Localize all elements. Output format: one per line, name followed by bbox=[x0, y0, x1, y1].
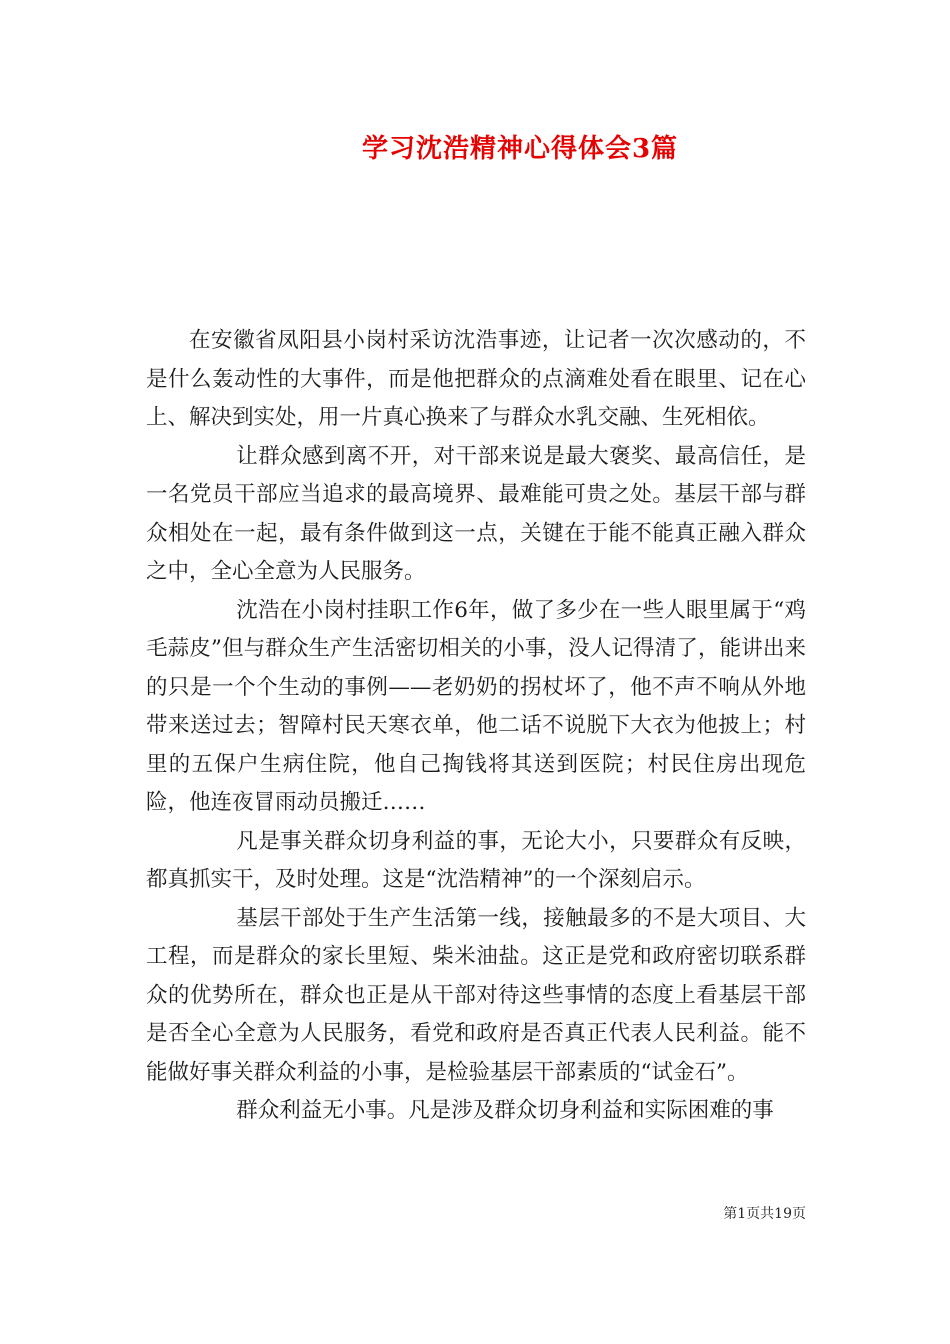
paragraph-6: 群众利益无小事。凡是涉及群众切身利益和实际困难的事 bbox=[236, 1098, 774, 1123]
document-title: 学习沈浩精神心得体会3篇 bbox=[361, 134, 679, 164]
paragraph-4: 凡是事关群众切身利益的事，无论大小，只要群众有反映，都真抓实干，及时处理。这是“沈浩精神”的一个深刻启示。 bbox=[146, 828, 806, 892]
paragraph-5: 基层干部处于生产生活第一线，接触最多的不是大项目、大工程，而是群众的家长里短、柴米油盐。这正是党和政府密切联系群众的优势所在，群众也正是从干部对待这些事情的态度上看基层干部是否全心全意为人民服务，看党和政府是否真正代表人民利益。能不能做好事关群众利益的小事，是检验基层干部素质的“试金石”。 bbox=[146, 905, 806, 1085]
document-body bbox=[146, 322, 806, 1131]
paragraph-2: 让群众感到离不开，对干部来说是最大褒奖、最高信任，是一名党员干部应当追求的最高境界、最难能可贵之处。基层干部与群众相处在一起，最有条件做到这一点，关键在于能不能真正融入群众之中，全心全意为人民服务。 bbox=[146, 443, 806, 584]
paragraph-1: 在安徽省凤阳县小岗村采访沈浩事迹，让记者一次次感动的，不是什么轰动性的大事件，而是他把群众的点滴难处看在眼里、记在心上、解决到实处，用一片真心换来了与群众水乳交融、生死相依。 bbox=[146, 328, 806, 430]
page-number-footer: 第1页共19页 bbox=[723, 1206, 806, 1222]
paragraph-3: 沈浩在小岗村挂职工作6年，做了多少在一些人眼里属于“鸡毛蒜皮”但与群众生产生活密切相关的小事，没人记得清了，能讲出来的只是一个个生动的事例——老奶奶的拐杖坏了，他不声不响从外地带来送过去；智障村民天寒衣单，他二话不说脱下大衣为他披上；村里的五保户生病住院，他自己掏钱将其送到医院；村民住房出现危险，他连夜冒雨动员搬迁…… bbox=[146, 597, 806, 815]
